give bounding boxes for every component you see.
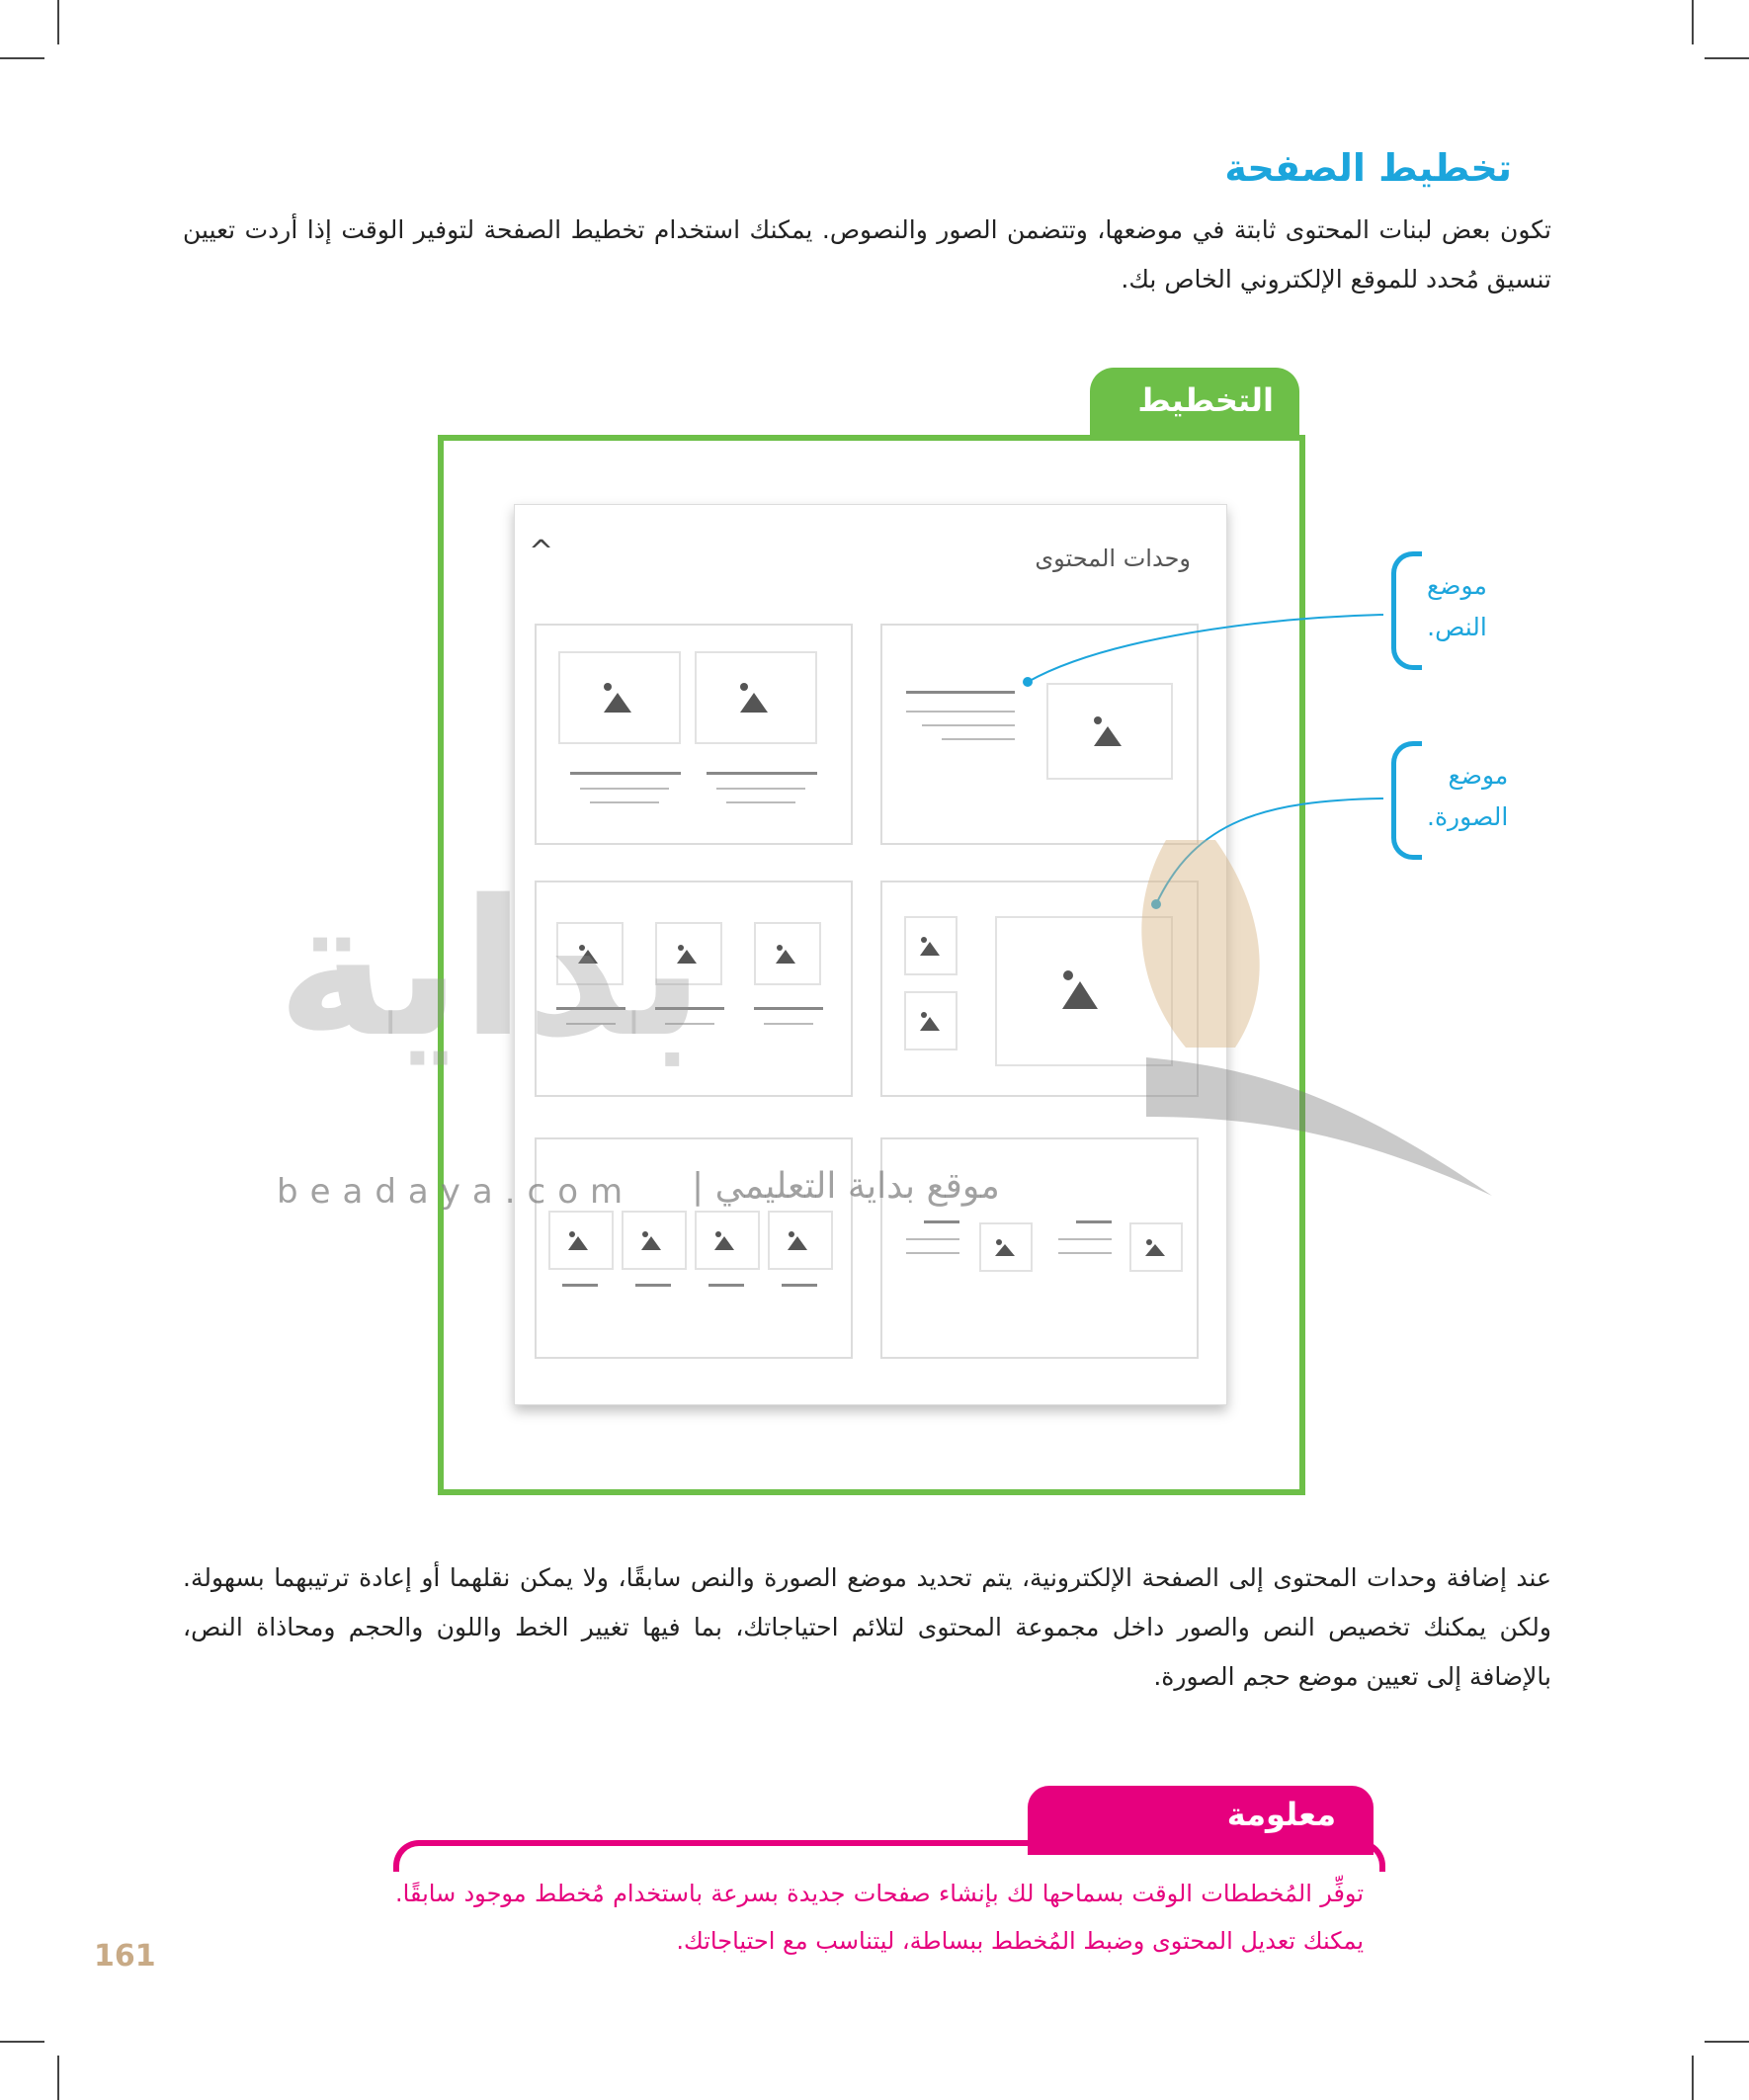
image-callout-bracket — [1391, 741, 1422, 860]
image-callout-label: موضع الصورة. — [1427, 761, 1509, 831]
text-callout-label: موضع النص. — [1427, 571, 1487, 641]
intro-paragraph: تكون بعض لبنات المحتوى ثابتة في موضعها، وتتضمن الصور والنصوص. يمكنك استخدام تخطيط الصفحة لتوفير الوقت إذا أردت تعيين تنسيق مُحدد للموقع الإلكتروني الخاص بك. — [183, 215, 1551, 294]
body-paragraph: عند إضافة وحدات المحتوى إلى الصفحة الإلكترونية، يتم تحديد موضع الصورة والنص سابقًا، ولا يمكن نقلهما أو إعادة ترتيبهما بسهولة. ولكن يمكنك تخصيص النص والصور داخل مجموعة المحتوى لتلائم احتياجاتك، بما فيها تغيير الخط واللون والحجم ومحاذاة النص، بالإضافة إلى تعيين موضع حجم الصورة. — [183, 1563, 1551, 1691]
text-callout-bracket — [1391, 551, 1422, 670]
info-box-text: توفِّر المُخططات الوقت بسماحها لك بإنشاء صفحات جديدة بسرعة باستخدام مُخطط موجود سابقًا. يمكنك تعديل المحتوى وضبط المُخطط ببساطة، ليتناسب مع احتياجاتك. — [395, 1880, 1364, 1955]
page-number: 161 — [94, 1939, 156, 1974]
text-callout-line — [1028, 615, 1383, 682]
layout-label: التخطيط — [1137, 381, 1274, 419]
info-box-frame — [393, 1840, 1385, 1872]
watermark-tagline: موقع بداية التعليمي | — [692, 1166, 1000, 1207]
watermark-arabic: بداية — [277, 860, 705, 1078]
text-callout-dot — [1023, 677, 1033, 687]
info-box-title: معلومة — [1226, 1796, 1336, 1833]
watermark-site: beadaya.com — [277, 1172, 635, 1212]
chevron-up-icon[interactable]: ^ — [529, 535, 554, 569]
image-callout-line — [1156, 798, 1383, 904]
panel-title: وحدات المحتوى — [1035, 545, 1191, 572]
section-heading: تخطيط الصفحة — [1224, 146, 1512, 190]
image-callout-dot — [1151, 899, 1161, 909]
